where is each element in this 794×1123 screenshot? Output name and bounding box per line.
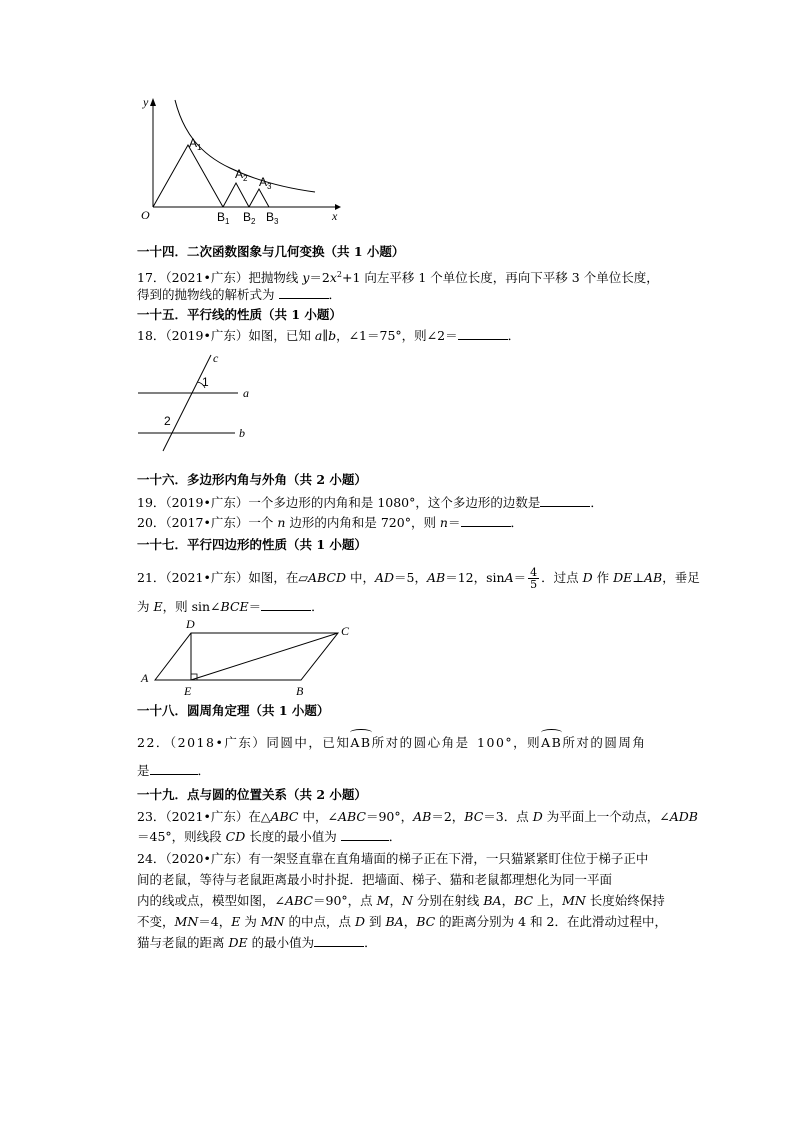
fraction-four-fifths: $\frac{4}{5}$ <box>530 566 538 591</box>
label-A1-sub: 1 <box>197 143 202 152</box>
section-15-heading: 一十五．平行线的性质（共 1 小题） <box>137 307 342 322</box>
angle-1-label: 1 <box>202 375 209 389</box>
question-23-line-2: ＝45°，则线段 CD 长度的最小值为 ． <box>137 829 402 844</box>
question-24-line-1: 24．（2020•广东）有一架竖直靠在直角墙面的梯子正在下滑，一只猫紧紧盯住位于梯子正中 <box>137 851 649 866</box>
answer-blank-22[interactable] <box>150 762 198 775</box>
question-22-line-1: 22．（2018•广东）同圆中，已知AB所对的圆心角是 100°，则AB所对的圆周角 <box>137 735 647 750</box>
line-c-label: c <box>213 351 219 365</box>
answer-blank-20[interactable] <box>461 514 511 527</box>
label-B2-sub: 2 <box>251 217 256 226</box>
label-B1-sub: 1 <box>225 217 230 226</box>
label-A3-sub: 3 <box>267 182 272 191</box>
label-B3-sub: 3 <box>274 217 279 226</box>
section-19-heading: 一十九．点与圆的位置关系（共 2 小题） <box>137 787 367 802</box>
vertex-C-label: C <box>341 624 350 638</box>
question-18: 18．（2019•广东）如图，已知 a∥b，∠1＝75°，则∠2＝ ． <box>137 328 521 343</box>
label-A3: A <box>259 175 268 189</box>
arc-AB-2: AB <box>541 735 563 750</box>
answer-blank-23[interactable] <box>341 828 389 841</box>
label-B2: B <box>243 210 252 224</box>
vertex-D-label: D <box>186 617 195 631</box>
angle-2-label: 2 <box>164 414 171 428</box>
answer-blank-24[interactable] <box>314 934 364 947</box>
question-19: 19．（2019•广东）一个多边形的内角和是 1080°，这个多边形的边数是 ． <box>137 495 603 510</box>
section-17-heading: 一十七．平行四边形的性质（共 1 小题） <box>137 537 367 552</box>
section-16-heading: 一十六．多边形内角与外角（共 2 小题） <box>137 472 367 487</box>
answer-blank-18[interactable] <box>458 327 508 340</box>
answer-blank-21[interactable] <box>261 598 311 611</box>
line-b-label: b <box>239 426 245 440</box>
line-a-label: a <box>243 386 249 400</box>
hyperbola-figure <box>135 92 345 227</box>
vertex-A-label: A <box>141 671 149 685</box>
label-A2: A <box>235 167 244 181</box>
question-17-line-2: 得到的抛物线的解析式为 ． <box>137 287 342 302</box>
section-18-heading: 一十八．圆周角定理（共 1 小题） <box>137 703 330 718</box>
question-24-line-5: 猫与老鼠的距离 DE 的最小值为 ． <box>137 935 377 950</box>
question-24-line-3: 内的线或点，模型如图，∠ABC＝90°，点 M，N 分别在射线 BA，BC 上，MN 长度始终保持 <box>137 893 665 908</box>
x-axis-label: x <box>332 209 338 223</box>
label-B3: B <box>266 210 275 224</box>
point-E-label: E <box>184 684 192 698</box>
question-21-line-2: 为 E，则 sin∠BCE＝ ． <box>137 599 324 614</box>
label-A1: A <box>189 136 198 150</box>
label-B1: B <box>217 210 226 224</box>
question-23-line-1: 23．（2021•广东）在△ABC 中，∠ABC＝90°，AB＝2，BC＝3．点 D 为平面上一个动点，∠ADB <box>137 809 698 824</box>
parallelogram-figure <box>138 615 363 700</box>
section-14-heading: 一十四．二次函数图象与几何变换（共 1 小题） <box>137 244 405 259</box>
question-22-line-2: 是 ． <box>137 763 211 778</box>
answer-blank-19[interactable] <box>540 494 590 507</box>
label-A2-sub: 2 <box>243 174 248 183</box>
origin-label: O <box>141 208 150 222</box>
parallel-lines-figure <box>135 350 265 455</box>
vertex-B-label: B <box>296 684 304 698</box>
answer-blank-17[interactable] <box>279 286 329 299</box>
question-17-line-1: 17．（2021•广东）把抛物线 $y=2x^2+1$ 向左平移 1 个单位长度，再向下平移 3 个单位长度， <box>137 270 659 286</box>
question-21-line-1: 21．（2021•广东）如图，在▱ABCD 中，AD＝5，AB＝12，sinA＝ $\frac{4}{5}$ ．过点 D 作 DE⊥AB，垂足 <box>137 566 700 591</box>
question-20: 20．（2017•广东）一个 n 边形的内角和是 720°，则 n＝ ． <box>137 515 524 530</box>
y-axis-label: y <box>143 95 149 109</box>
question-24-line-4: 不变，MN＝4，E 为 MN 的中点，点 D 到 BA，BC 的距离分别为 4 和 2．在此滑动过程中， <box>137 914 668 929</box>
question-24-line-2: 间的老鼠，等待与老鼠距离最小时扑捉．把墙面、梯子、猫和老鼠都理想化为同一平面 <box>137 872 613 887</box>
arc-AB-1: AB <box>350 735 372 750</box>
